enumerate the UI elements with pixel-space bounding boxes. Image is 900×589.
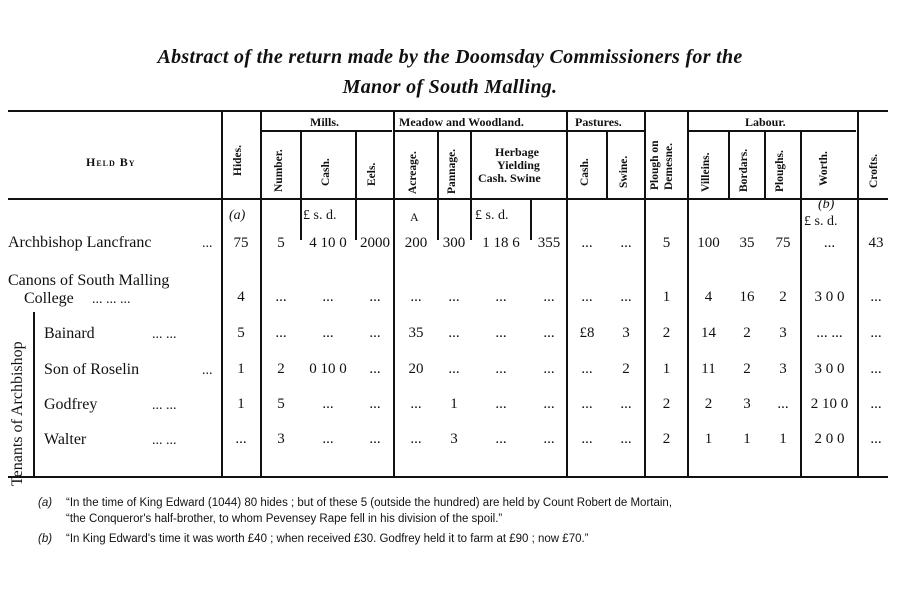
row-name-son-of-roselin: Son of Roselin	[44, 361, 140, 378]
tenants-bracket-rule	[33, 312, 35, 476]
footnote-a-mark: (a)	[38, 497, 53, 509]
row-dots: ...	[202, 363, 213, 378]
cell-mills-cash: ...	[322, 289, 334, 305]
cell-hides: 1	[237, 396, 245, 412]
row-name-archbishop: Archbishop Lancfranc	[8, 234, 152, 251]
cell-mills-cash: ...	[322, 396, 334, 412]
table-top-rule	[8, 110, 888, 112]
cell-pannage: ...	[448, 361, 460, 377]
cell-plough: 2	[662, 325, 671, 341]
cell-mills-number: 5	[277, 235, 285, 251]
cell-pannage: 1	[450, 396, 458, 412]
cell-worth: ...	[823, 235, 836, 251]
cell-herbage-swine: ...	[543, 431, 555, 447]
unit-worth: £ s. d.	[804, 214, 838, 229]
meadow-group-rule	[394, 130, 566, 132]
header-bordars: Bordars.	[738, 148, 750, 192]
cell-mills-cash: 0 10 0	[309, 361, 347, 377]
cell-plough: 2	[662, 431, 671, 447]
header-pastures-swine: Swine.	[618, 155, 630, 188]
header-eels: Eels.	[366, 162, 378, 186]
cell-bordars: 16	[739, 289, 755, 305]
table-bottom-rule	[8, 476, 888, 478]
row-dots: ... ...	[152, 398, 177, 413]
cell-mills-cash: ...	[322, 325, 334, 341]
col-rule	[764, 130, 766, 200]
cell-bordars: 2	[743, 361, 751, 377]
cell-hides: 75	[233, 235, 249, 251]
cell-pannage: ...	[448, 289, 460, 305]
cell-mills-number: 2	[277, 361, 285, 377]
header-hides: Hides.	[232, 145, 244, 176]
col-rule	[530, 200, 532, 240]
mills-group-rule	[262, 130, 392, 132]
cell-crofts: ...	[870, 289, 882, 305]
cell-worth: 3 0 0	[814, 361, 845, 377]
cell-hides: 1	[237, 361, 245, 377]
col-rule	[606, 130, 608, 200]
cell-herbage-swine: 355	[537, 235, 561, 251]
col-rule	[300, 130, 302, 240]
row-name-walter: Walter	[44, 431, 87, 448]
cell-herbage-cash: ...	[495, 361, 507, 377]
cell-acreage: ...	[410, 396, 422, 412]
cell-pastures-swine: ...	[620, 396, 632, 412]
cell-herbage-swine: ...	[543, 396, 555, 412]
header-herbage-yielding: Yielding	[497, 158, 540, 172]
cell-acreage: ...	[410, 289, 422, 305]
footnote-b-line-1: “In King Edward's time it was worth £40 ; when received £30. Godfrey held it to farm at £90 ; now £70.”	[66, 533, 589, 545]
cell-eels: ...	[369, 325, 381, 341]
cell-pannage: 3	[450, 431, 458, 447]
cell-ploughs: 1	[779, 431, 787, 447]
cell-hides: 5	[237, 325, 245, 341]
cell-villeins: 11	[701, 361, 716, 377]
cell-mills-number: 3	[277, 431, 285, 447]
cell-worth: 2 0 0	[814, 431, 845, 447]
cell-herbage-swine: ...	[543, 325, 555, 341]
col-rule	[355, 130, 357, 240]
tenants-of-archbishop-label: Tenants of Archbishop	[9, 341, 26, 486]
cell-mills-number: 5	[277, 396, 285, 412]
footnote-a-line-1: “In the time of King Edward (1044) 80 hides ; but of these 5 (outside the hundred) are held by Count Robert de Mortain,	[66, 497, 673, 509]
cell-crofts: ...	[870, 325, 882, 341]
cell-pastures-cash: ...	[581, 396, 593, 412]
cell-pastures-cash: ...	[581, 289, 593, 305]
header-pastures-cash: Cash.	[579, 158, 591, 186]
cell-crofts: ...	[870, 361, 882, 377]
unit-hides: (a)	[229, 208, 246, 223]
unit-worth-note: (b)	[818, 197, 835, 212]
cell-hides: ...	[235, 431, 247, 447]
cell-worth: ... ...	[816, 325, 843, 341]
cell-mills-cash: 4 10 0	[309, 235, 347, 251]
col-rule	[728, 130, 730, 200]
header-pastures: Pastures.	[575, 115, 622, 129]
cell-villeins: 1	[704, 431, 713, 447]
row-dots: ... ... ...	[92, 292, 131, 307]
cell-ploughs: 75	[775, 235, 791, 251]
cell-villeins: 100	[697, 235, 720, 251]
cell-pastures-swine: ...	[620, 289, 632, 305]
unit-herbage: £ s. d.	[475, 208, 509, 223]
row-name-canons: Canons of South Malling	[8, 272, 170, 289]
cell-bordars: 2	[743, 325, 751, 341]
cell-mills-number: ...	[275, 289, 287, 305]
unit-acreage: A	[410, 210, 419, 224]
cell-acreage: 20	[408, 361, 424, 377]
cell-mills-cash: ...	[322, 431, 334, 447]
cell-acreage: 200	[404, 235, 428, 251]
cell-villeins: 14	[701, 325, 716, 341]
cell-plough: 1	[662, 361, 671, 377]
header-acreage: Acreage.	[407, 151, 419, 194]
cell-herbage-cash: ...	[495, 325, 507, 341]
cell-hides: 4	[237, 289, 245, 305]
header-mills-number: Number.	[273, 149, 285, 192]
header-pannage: Pannage.	[446, 148, 458, 194]
cell-plough: 2	[662, 396, 671, 412]
cell-bordars: 3	[743, 396, 751, 412]
cell-herbage-cash: ...	[495, 396, 507, 412]
header-mills-cash: Cash.	[320, 158, 332, 186]
cell-pastures-swine: 2	[622, 361, 630, 377]
row-name-bainard: Bainard	[44, 325, 95, 342]
cell-ploughs: ...	[777, 396, 789, 412]
cell-acreage: 35	[408, 325, 424, 341]
header-herbage: Herbage	[495, 145, 539, 159]
header-labour: Labour.	[745, 115, 786, 129]
cell-villeins: 4	[704, 289, 713, 305]
cell-pannage: ...	[448, 325, 460, 341]
header-villeins: Villeins.	[700, 152, 712, 192]
col-rule	[437, 130, 439, 240]
page-title-line-1: Abstract of the return made by the Doomsday Commissioners for the	[157, 46, 743, 68]
cell-ploughs: 3	[779, 361, 787, 377]
cell-bordars: 35	[739, 235, 755, 251]
cell-worth: 3 0 0	[814, 289, 845, 305]
header-mills: Mills.	[310, 115, 339, 129]
row-name-godfrey: Godfrey	[44, 396, 98, 413]
cell-herbage-cash: ...	[495, 289, 507, 305]
cell-pastures-cash: ...	[581, 361, 593, 377]
header-held-by: Held By	[86, 155, 136, 169]
header-plough-on: Plough on	[649, 140, 661, 190]
cell-villeins: 2	[704, 396, 713, 412]
cell-ploughs: 2	[779, 289, 787, 305]
footnote-b-mark: (b)	[38, 533, 53, 545]
cell-mills-number: ...	[275, 325, 287, 341]
cell-eels: ...	[369, 289, 381, 305]
cell-crofts: 43	[868, 235, 884, 251]
cell-pannage: 300	[442, 235, 466, 251]
header-crofts: Crofts.	[868, 154, 880, 188]
cell-eels: ...	[369, 361, 381, 377]
cell-bordars: 1	[743, 431, 751, 447]
cell-herbage-swine: ...	[543, 361, 555, 377]
cell-pastures-cash: ...	[581, 431, 593, 447]
header-demesne: Demesne.	[663, 143, 675, 190]
cell-pastures-swine: ...	[620, 431, 632, 447]
header-meadow: Meadow and Woodland.	[399, 115, 524, 129]
header-herbage-cash-swine: Cash. Swine	[478, 171, 541, 185]
cell-plough: 5	[662, 235, 671, 251]
row-dots: ... ...	[152, 327, 177, 342]
cell-ploughs: 3	[779, 325, 787, 341]
cell-pastures-cash: £8	[579, 325, 595, 341]
cell-acreage: ...	[410, 431, 422, 447]
cell-pastures-swine: 3	[622, 325, 630, 341]
unit-mills-cash: £ s. d.	[303, 208, 337, 223]
cell-worth: 2 10 0	[810, 396, 849, 412]
cell-eels: ...	[369, 396, 381, 412]
row-dots: ...	[202, 236, 213, 251]
cell-herbage-swine: ...	[543, 289, 555, 305]
cell-pastures-swine: ...	[620, 235, 632, 251]
footnote-a-line-2: “the Conqueror's half-brother, to whom Pevensey Rape fell in his division of the spoil.”	[66, 513, 503, 525]
cell-herbage-cash: ...	[495, 431, 507, 447]
cell-pastures-cash: ...	[581, 235, 593, 251]
cell-herbage-cash: 1 18 6	[482, 235, 520, 251]
cell-crofts: ...	[870, 396, 882, 412]
cell-plough: 1	[662, 289, 671, 305]
page-title-line-2: Manor of South Malling.	[342, 76, 558, 98]
header-bottom-rule	[8, 198, 888, 200]
labour-group-rule	[688, 130, 856, 132]
cell-eels: ...	[369, 431, 381, 447]
cell-eels: 2000	[360, 235, 390, 251]
col-rule	[470, 130, 472, 240]
row-name-canons-line2: College	[24, 290, 74, 307]
row-dots: ... ...	[152, 433, 177, 448]
cell-crofts: ...	[870, 431, 882, 447]
header-ploughs: Ploughs.	[774, 150, 786, 192]
header-worth: Worth.	[818, 151, 830, 186]
